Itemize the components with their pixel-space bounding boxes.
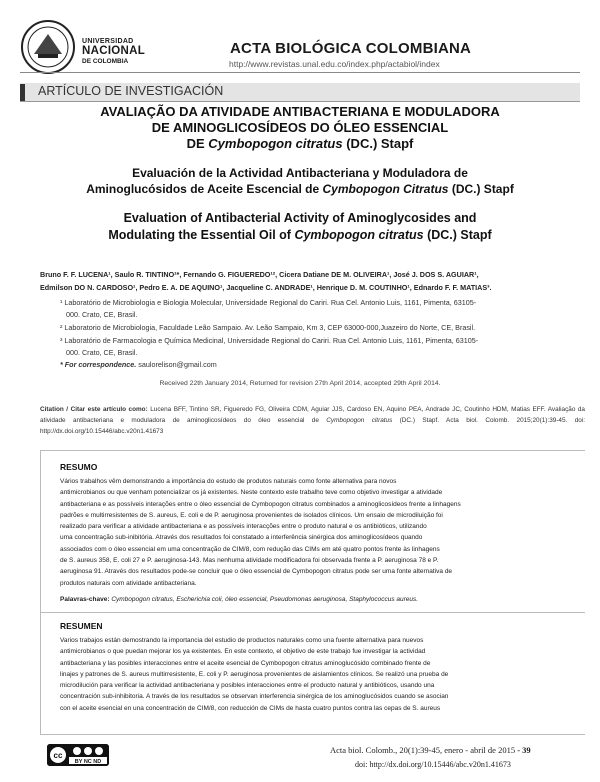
university-line1: UNIVERSIDAD [82, 38, 134, 45]
affiliation-2: ² Laboratorio de Microbiologia, Faculdade Leão Sampaio. Av. Leão Sampaio, Km 3, CEP 63000-000,Juazeiro do Norte, CE, Brasil. [60, 323, 476, 332]
title-en-line1: Evaluation of Antibacterial Activity of Aminoglycosides and [123, 211, 477, 225]
journal-reference: Acta biol. Colomb., 20(1):39-45, enero - abril de 2015 - 39 [330, 745, 531, 755]
section-accent-bar [20, 84, 25, 101]
resumen-text: Varios trabajos están demostrando la importancia del estudio de productos naturales como una fuente alternativa para nuevos antimicrobianos o que puedan mejorar los ya existentes. En este contexto, el objetivo de este trabajo fue investigar la actividad antibacteriana y las posibles interacciones entre el aceite esencial de Cymbopogon citratus aminoglucósido combinado frente de linajes y patrones de S. aureus multirresistente, E. coli y P. aeruginosa provenientes de aislamientos clínicos. Se realizó una prueba de microdilución para verificar la actividad antibacteriana y posibles interacciones entre el producto natural y antibióticos, usando una concentración sub-inhibitoria. A través de los resultados se observan interferencia sinérgica de los aminoglucósidos cuando se asocian con el aceite esencial en una concentración de CIM/8, con reducción de CIMs de hasta cuatro puntos contra las cepas de S. aureus [60, 637, 449, 712]
section-banner [20, 83, 580, 102]
resumo-text: Vários trabalhos vêm demonstrando a importância do estudo de produtos naturais como fonte alternativa para novos antimicrobianos ou que venham potencializar os já existentes. Neste contexto este trabalho teve como objetivo investigar a atividade antibacteriana e as possíveis interações entre o óleo essencial de Cymbopogon citratus combinados a aminoglicosídeos frente a linhagens padrões e multirresistentes de S. aureus, E. coli e de P. aeruginosa provenientes de isolados clínicos. Um ensaio de microdiluição foi realizado para verificar a atividade antibacteriana e as possíveis interacções entre o produto natural e os antibióticos, utilizando uma concentração sub-inibitória. Através dos resultados foi constatado a interferência sinérgica dos aminoglicosídeos quando associados com o óleo essencial em uma concentração de CIM/8, com redução das CIMs em até quatro pontos frente às linhagens de S. aureus 358, E. coli 27 e P. aeruginosa-143. Mas nenhuma atividade modificadora foi observada frente a P. aeruginosa 78 e P. aeruginosa 91. Através dos resultados pode-se concluir que o óleo essencial de Cymbopogon citratus pode ser uma fonte alternativa de produtos naturais com atividade antibacteriana. [60, 478, 461, 587]
title-pt-line3: DE Cymbopogon citratus (DC.) Stapf [186, 136, 414, 151]
section-label: ARTÍCULO DE INVESTIGACIÓN [38, 84, 224, 98]
abstract-left-rule [40, 450, 41, 735]
title-pt-line2: DE AMINOGLICOSÍDEOS DO ÓLEO ESSENCIAL [151, 120, 449, 135]
university-seal-icon [20, 18, 76, 76]
correspondence-email[interactable]: saulorelison@gmail.com [136, 360, 217, 369]
abstract-mid-rule [40, 612, 585, 613]
citation-block: Citation / Citar este artículo como: Lucena BFF, Tintino SR, Figueredo FG, Oliveira CDM, Aguiar JJS, Cardoso EN, Aquino PEA, Andrade JC, Coutinho HDM, Matias EFF. Avaliação da atividade antibacteriana e moduladora de aminoglicosídeos do óleo essencial de Cymbopogon citratus (DC.) Stapf. Acta biol. Colomb. 2015;20(1):39-45. doi: http://dx.doi.org/10.15446/abc.v20n1.41673 [40, 406, 586, 435]
university-logo [20, 18, 146, 76]
resumen-heading: RESUMEN [60, 621, 103, 631]
correspondence [60, 359, 570, 371]
resumo-keywords: Palavras-chave: Cymbopogon citratus, Escherichia coli, óleo essencial, Pseudomonas aeruginosa, Staphylococcus aureus. [60, 596, 419, 603]
authors-line2: Edmilson DO N. CARDOSO¹, Pedro E. A. DE AQUINO¹, Jacqueline C. ANDRADE¹, Henrique D. M. COUTINHO¹, Ednardo F. F. MATIAS³. [40, 283, 492, 292]
svg-text:cc: cc [53, 751, 63, 760]
citation-label: Citation / Citar este artículo como: [40, 406, 148, 413]
journal-title: ACTA BIOLÓGICA COLOMBIANA [230, 40, 472, 57]
svg-text:BY NC ND: BY NC ND [74, 759, 102, 765]
affiliation-1a: ¹ Laboratório de Microbiologia e Biologia Molecular, Universidade Regional do Cariri. Rua Cel. Antonio Luis, 1161, Pimenta, 63105- [60, 298, 477, 307]
received-dates: Received 22th January 2014, Returned for revision 27th April 2014, accepted 29th April 2014. [159, 380, 441, 387]
correspondence-label: * For correspondence. [60, 360, 137, 369]
title-en-line2: Modulating the Essential Oil of Cymbopogon citratus (DC.) Stapf [108, 228, 492, 242]
authors-line1: Bruno F. F. LUCENA¹, Saulo R. TINTINO¹*, Fernando G. FIGUEREDO¹², Cicera Datiane DE M. OLIVEIRA¹, José J. DOS S. AGUIAR¹, [40, 270, 479, 279]
cc-license-icon[interactable] [47, 744, 109, 766]
title-es-line2: Aminoglucósidos de Aceite Escencial de Cymbopogon Citratus (DC.) Stapf [86, 182, 514, 196]
journal-url[interactable]: http://www.revistas.unal.edu.co/index.php/actabiol/index [229, 59, 440, 69]
title-es-line1: Evaluación de la Actividad Antibacteriana y Moduladora de [132, 166, 468, 180]
affiliation-3b: 000. Crato, CE, Brasil. [66, 348, 138, 357]
affiliation-1b: 000. Crato, CE, Brasil. [66, 310, 138, 319]
footer-doi[interactable]: doi: http://dx.doi.org/10.15446/abc.v20n1.41673 [355, 760, 511, 769]
page-number: 39 [522, 745, 531, 755]
abstract-top-rule [40, 450, 585, 451]
header-divider [20, 72, 580, 73]
footer-rule [40, 734, 585, 735]
resumo-heading: RESUMO [60, 462, 98, 472]
affiliation-3a: ³ Laboratório de Farmacologia e Química Medicinal, Universidade Regional do Cariri. Rua Cel. Antonio Luis, 1161, Pimenta, 63105- [60, 336, 479, 345]
title-pt-line1: AVALIAÇÃO DA ATIVIDADE ANTIBACTERIANA E MODULADORA [100, 104, 500, 119]
university-line3: DE COLOMBIA [82, 58, 129, 65]
university-line2: NACIONAL [82, 45, 146, 57]
